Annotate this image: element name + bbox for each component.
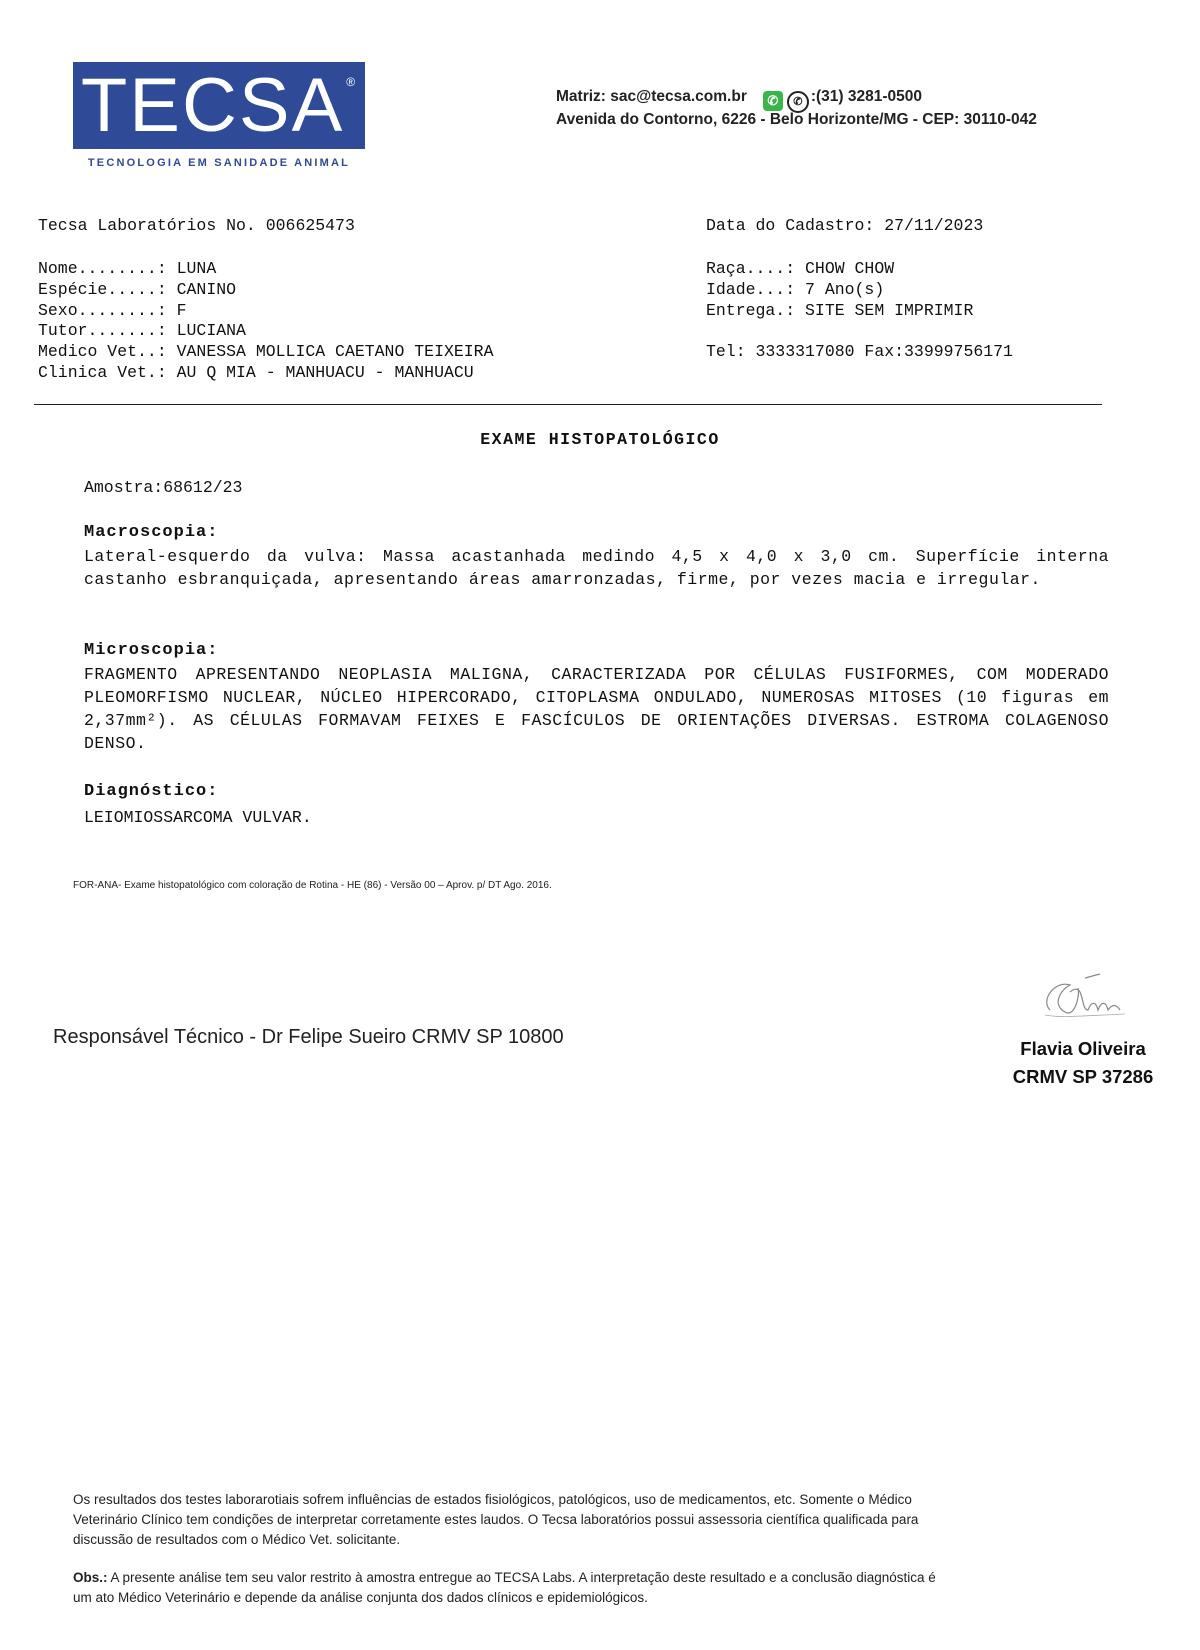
clinic-phone: Tel: 3333317080 Fax:33999756171 <box>706 342 1013 361</box>
handwritten-signature <box>1030 970 1150 1030</box>
tecsa-logo <box>73 62 365 149</box>
signer-name: Flavia Oliveira <box>1020 1038 1146 1059</box>
header-divider <box>34 404 1102 405</box>
lab-number: Tecsa Laboratórios No. 006625473 <box>38 216 355 235</box>
signature-graphic <box>1030 970 1150 1030</box>
patient-tutor: Tutor.......: LUCIANA <box>38 321 246 340</box>
observation-text: A presente análise tem seu valor restrito à amostra entregue ao TECSA Labs. A interpretação deste resultado e a conclusão diagnóstica é um ato Médico Veterinário e depende da análise conjunta dos dados clínicos e epidemiológicos. <box>73 1570 936 1605</box>
observation-paragraph <box>73 1568 953 1608</box>
logo-text: TECSA <box>80 63 345 148</box>
contact-line-1 <box>556 88 922 113</box>
microscopy-heading: Microscopia: <box>84 641 219 660</box>
contact-email: Matriz: sac@tecsa.com.br <box>556 88 747 105</box>
signer-crmv: CRMV SP 37286 <box>1012 1066 1154 1087</box>
macroscopy-heading: Macroscopia: <box>84 523 219 542</box>
microscopy-text: FRAGMENTO APRESENTANDO NEOPLASIA MALIGNA, CARACTERIZADA POR CÉLULAS FUSIFORMES, COM MODERADO PLEOMORFISMO NUCLEAR, NÚCLEO HIPERCORADO, CITOPLASMA ONDULADO, NUMEROSAS MITOSES (10 figuras em 2,37mm²). AS CÉLULAS FORMAVAM FEIXES E FASCÍCULOS DE ORIENTAÇÕES DIVERSAS. ESTROMA COLAGENOSO DENSO. <box>84 665 1109 753</box>
registration-date: Data do Cadastro: 27/11/2023 <box>706 216 984 235</box>
patient-species: Espécie.....: CANINO <box>38 280 237 299</box>
whatsapp-icon: ✆ <box>763 91 783 111</box>
phone-icon: ✆ <box>787 91 809 113</box>
diagnosis-text: LEIOMIOSSARCOMA VULVAR. <box>84 808 312 827</box>
technical-responsible: Responsável Técnico - Dr Felipe Sueiro CRMV SP 10800 <box>53 1026 564 1048</box>
logo-tagline: TECNOLOGIA EM SANIDADE ANIMAL <box>87 157 351 169</box>
patient-name: Nome........: LUNA <box>38 259 217 278</box>
contact-address: Avenida do Contorno, 6226 - Belo Horizonte/MG - CEP: 30110-042 <box>556 111 1037 128</box>
disclaimer-paragraph: Os resultados dos testes laborarotiais sofrem influências de estados fisiológicos, patológicos, uso de medicamentos, etc. Somente o Médico Veterinário Clínico tem condições de interpretar corretamente estes laudos. O Tecsa laboratórios possui assessoria científica qualificada para discussão de resultados com o Médico Vet. solicitante. <box>73 1492 919 1547</box>
form-version-note: FOR-ANA- Exame histopatológico com coloração de Rotina - HE (86) - Versão 00 – Aprov. p/ DT Ago. 2016. <box>73 880 552 891</box>
macroscopy-text: Lateral-esquerdo da vulva: Massa acastanhada medindo 4,5 x 4,0 x 3,0 cm. Superfície interna castanho esbranquiçada, apresentando áreas amarronzadas, firme, por vezes macia e irregular. <box>84 547 1109 589</box>
diagnosis-heading: Diagnóstico: <box>84 782 219 801</box>
patient-breed: Raça....: CHOW CHOW <box>706 259 895 278</box>
sample-id: Amostra:68612/23 <box>84 478 243 497</box>
patient-clinic: Clinica Vet.: AU Q MIA - MANHUACU - MANHUACU <box>38 363 474 382</box>
patient-sex: Sexo........: F <box>38 301 187 320</box>
patient-vet: Medico Vet..: VANESSA MOLLICA CAETANO TEIXEIRA <box>38 342 494 361</box>
observation-label: Obs.: <box>73 1570 108 1585</box>
logo-registered-mark: ® <box>346 75 358 89</box>
contact-phone: :(31) 3281-0500 <box>810 88 923 105</box>
exam-title: EXAME HISTOPATOLÓGICO <box>480 430 720 449</box>
patient-age: Idade...: 7 Ano(s) <box>706 280 885 299</box>
delivery-method: Entrega.: SITE SEM IMPRIMIR <box>706 301 974 320</box>
